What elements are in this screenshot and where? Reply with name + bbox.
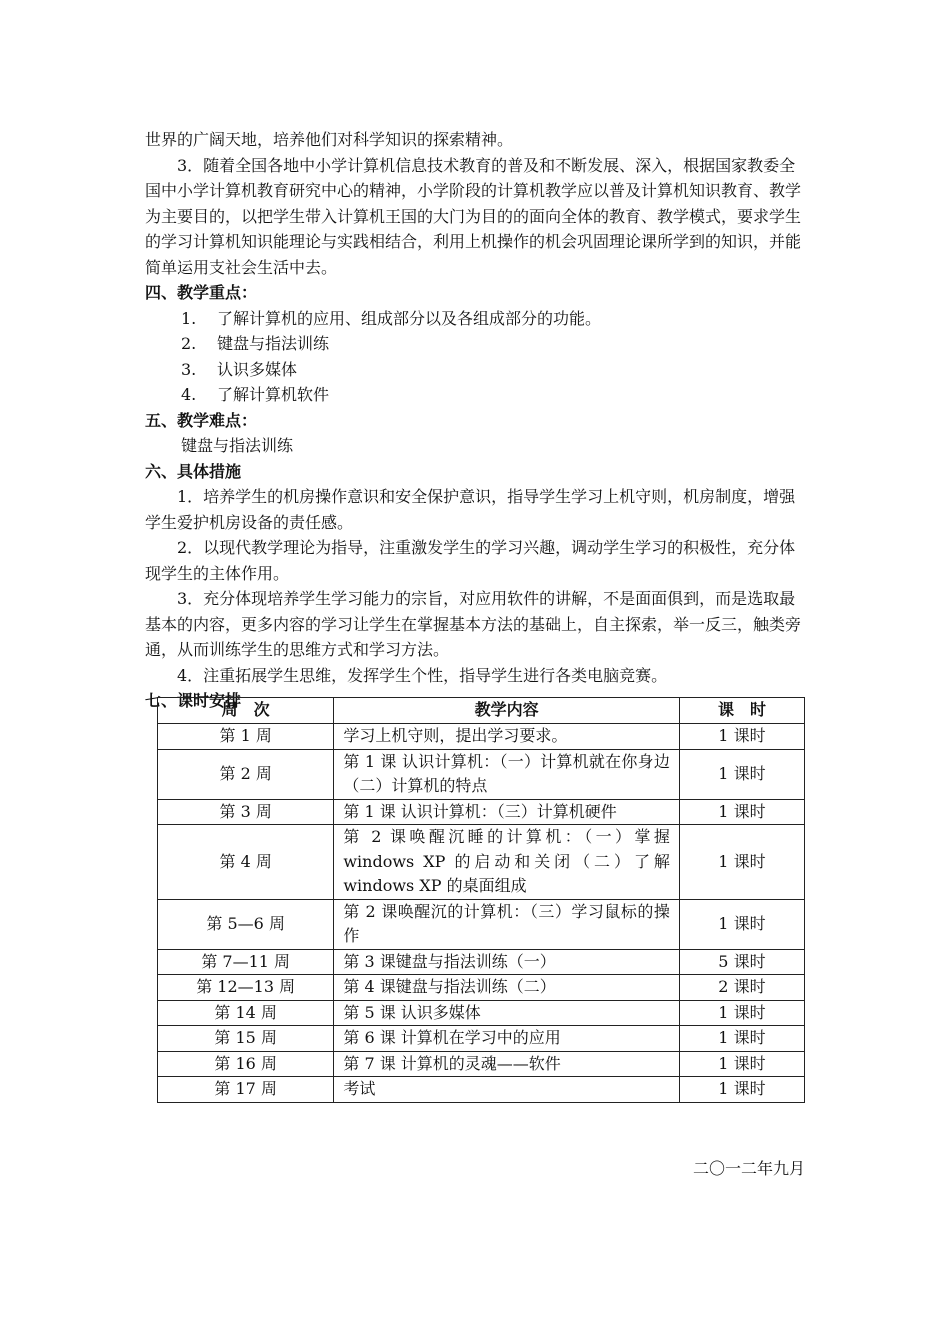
header-content: 教学内容 <box>334 698 680 724</box>
table-row <box>158 1026 805 1052</box>
table-header-row <box>158 698 805 724</box>
header-week: 周 次 <box>158 698 334 724</box>
week-cell: 第 17 周 <box>158 1077 334 1103</box>
schedule-table <box>157 697 805 1103</box>
topic-cell: 第 4 课键盘与指法训练（二） <box>334 975 680 1001</box>
table-row <box>158 1000 805 1026</box>
key-point-item <box>145 331 807 357</box>
topic-cell: 第 5 课 认识多媒体 <box>334 1000 680 1026</box>
week-cell: 第 1 周 <box>158 724 334 750</box>
table-row <box>158 899 805 949</box>
key-point-text: 键盘与指法训练 <box>217 334 330 353</box>
table-row <box>158 724 805 750</box>
key-point-text: 认识多媒体 <box>217 359 298 379</box>
week-cell: 第 7—11 周 <box>158 949 334 975</box>
topic-cell: 第 7 课 计算机的灵魂——软件 <box>334 1051 680 1077</box>
topic-cell: 第 1 课 认识计算机：（一）计算机就在你身边（二）计算机的特点 <box>334 749 680 799</box>
hours-cell: 2 课时 <box>679 975 804 1001</box>
hours-cell: 1 课时 <box>679 799 804 825</box>
hours-cell: 1 课时 <box>679 1077 804 1103</box>
measure-paragraph: 4．注重拓展学生思维，发挥学生个性，指导学生进行各类电脑竞赛。 <box>177 665 668 685</box>
table-row <box>158 1077 805 1103</box>
topic-cell: 学习上机守则，提出学习要求。 <box>334 724 680 750</box>
hours-cell: 1 课时 <box>679 1026 804 1052</box>
key-point-text: 了解计算机软件 <box>217 385 330 404</box>
document-body <box>145 127 807 714</box>
week-cell: 第 16 周 <box>158 1051 334 1077</box>
key-point-item <box>145 357 807 383</box>
table-row <box>158 799 805 825</box>
hours-cell: 1 课时 <box>679 724 804 750</box>
section-4-heading: 四、教学重点： <box>145 283 258 302</box>
topic-cell: 第 3 课键盘与指法训练（一） <box>334 949 680 975</box>
hours-cell: 1 课时 <box>679 825 804 900</box>
point-3-paragraph: 3．随着全国各地中小学计算机信息技术教育的普及和不断发展、深入，根据国家教委全国中小学计算机教育研究中心的精神，小学阶段的计算机教学应以普及计算机知识教育、教学为主要目的，以把学生带入计算机王国的大门为目的的面向全体的教育、教学模式，要求学生的学习计算机知识能理论与实践相结合，利用上机操作的机会巩固理论课所学到的知识，并能简单运用支社会生活中去。 <box>145 155 802 277</box>
measure-paragraph: 3．充分体现培养学生学习能力的宗旨，对应用软件的讲解，不是面面俱到，而是选取最基本的内容，更多内容的学习让学生在掌握基本方法的基础上，自主探索，举一反三，触类旁通，从而训练学生的思维方式和学习方法。 <box>145 589 802 659</box>
week-cell: 第 4 周 <box>158 825 334 900</box>
hours-cell: 1 课时 <box>679 899 804 949</box>
key-point-text: 了解计算机的应用、组成部分以及各组成部分的功能。 <box>217 308 602 328</box>
table-row <box>158 975 805 1001</box>
topic-cell: 第 2 课唤醒沉的计算机：（三）学习鼠标的操作 <box>334 899 680 949</box>
key-point-number: 2. <box>181 334 197 353</box>
document-date: 二〇一二年九月 <box>692 1159 805 1178</box>
hours-cell: 1 课时 <box>679 1051 804 1077</box>
key-point-number: 4. <box>181 385 197 404</box>
topic-cell: 考试 <box>334 1077 680 1103</box>
section-7-heading: 七、课时安排 <box>145 691 242 710</box>
section-5-heading: 五、教学难点： <box>145 410 258 430</box>
week-cell: 第 12—13 周 <box>158 975 334 1001</box>
key-point-number: 1. <box>181 308 197 328</box>
header-hours: 课 时 <box>679 698 804 724</box>
hours-cell: 1 课时 <box>679 1000 804 1026</box>
week-cell: 第 3 周 <box>158 799 334 825</box>
topic-cell: 第 2 课唤醒沉睡的计算机：（一）掌握 windows XP 的启动和关闭（二）了解 windows XP 的桌面组成 <box>334 825 680 900</box>
week-cell: 第 15 周 <box>158 1026 334 1052</box>
topic-cell: 第 1 课 认识计算机：（三）计算机硬件 <box>334 799 680 825</box>
key-point-number: 3. <box>181 359 197 379</box>
table-row <box>158 825 805 900</box>
week-cell: 第 5—6 周 <box>158 899 334 949</box>
key-point-item <box>145 382 807 408</box>
table-row <box>158 949 805 975</box>
week-cell: 第 2 周 <box>158 749 334 799</box>
section-6-heading: 六、具体措施 <box>145 461 242 481</box>
week-cell: 第 14 周 <box>158 1000 334 1026</box>
hours-cell: 1 课时 <box>679 749 804 799</box>
table-row <box>158 1051 805 1077</box>
key-point-item <box>145 306 807 332</box>
topic-cell: 第 6 课 计算机在学习中的应用 <box>334 1026 680 1052</box>
measure-paragraph: 1．培养学生的机房操作意识和安全保护意识，指导学生学习上机守则，机房制度，增强学生爱护机房设备的责任感。 <box>145 487 796 532</box>
difficulty-text: 键盘与指法训练 <box>181 436 294 455</box>
table-row <box>158 749 805 799</box>
measure-paragraph: 2．以现代教学理论为指导，注重激发学生的学习兴趣，调动学生学习的积极性，充分体现学生的主体作用。 <box>145 538 796 583</box>
intro-paragraph-end: 世界的广阔天地，培养他们对科学知识的探索精神。 <box>145 130 514 149</box>
hours-cell: 5 课时 <box>679 949 804 975</box>
